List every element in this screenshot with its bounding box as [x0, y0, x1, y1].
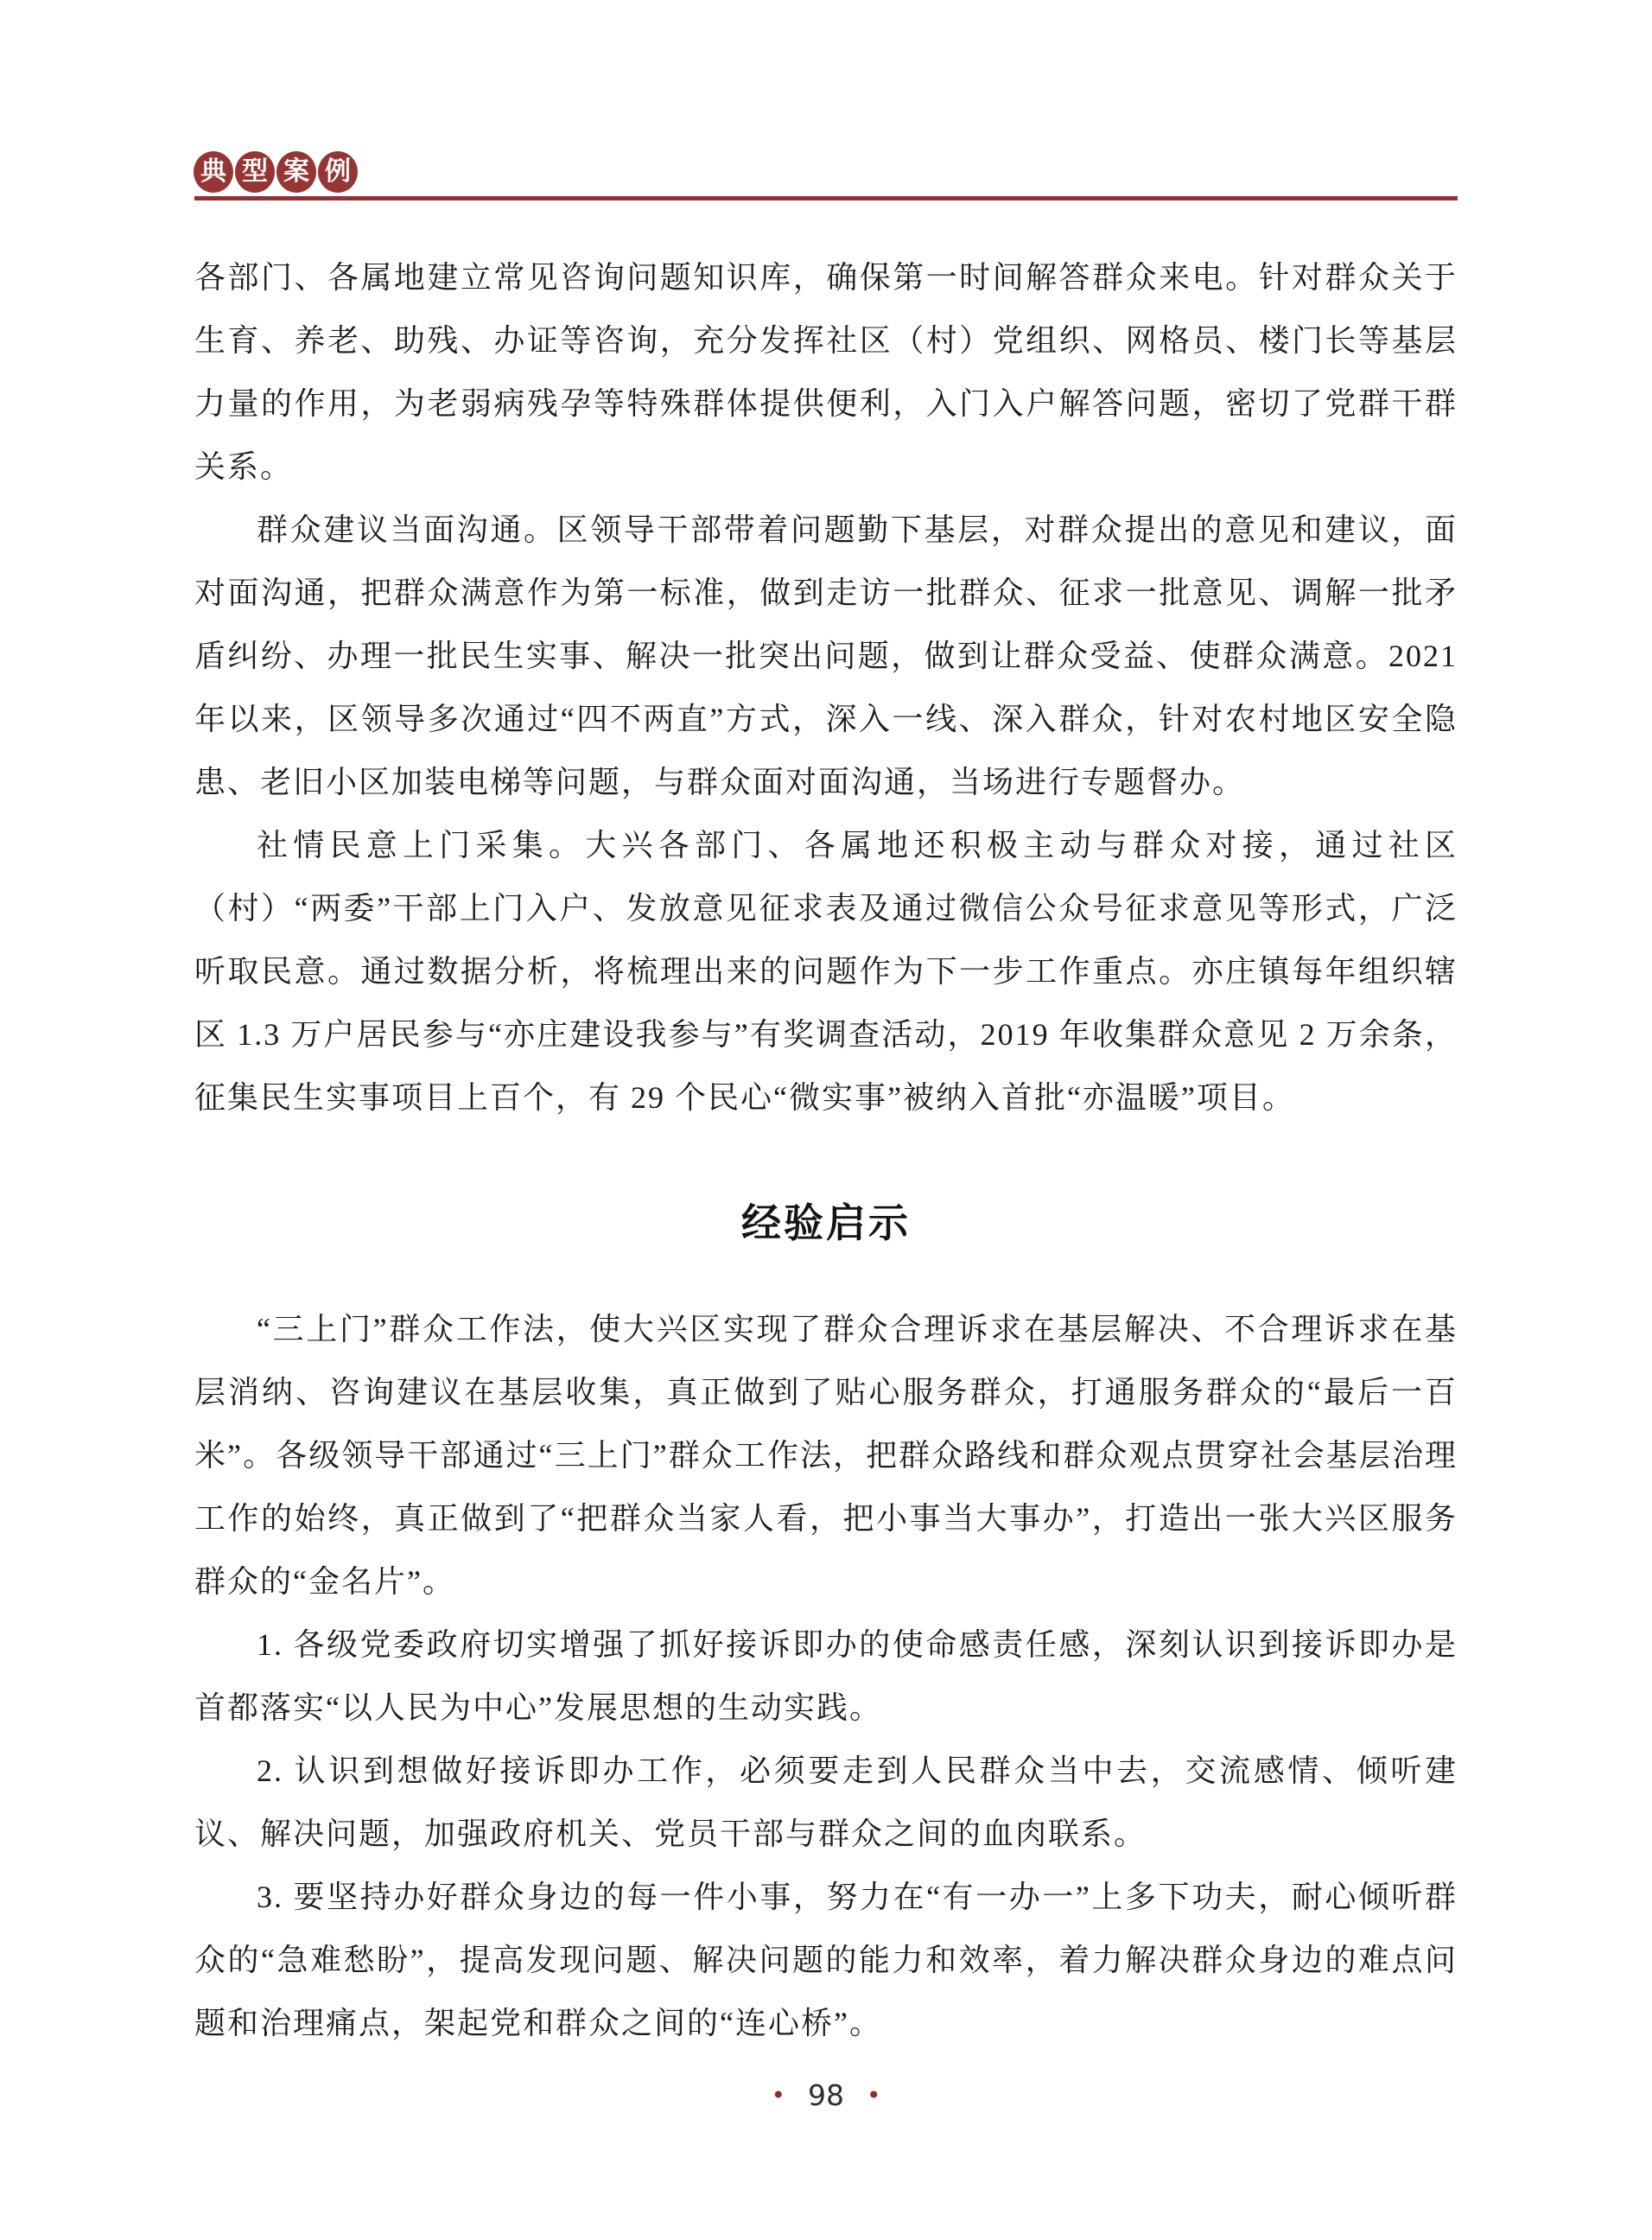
- section-paragraph: 1. 各级党委政府切实增强了抓好接诉即办的使命感责任感，深刻认识到接诉即办是首都落实“以人民为中心”发展思想的生动实践。: [194, 1627, 1458, 1725]
- page-number: 98: [808, 2078, 844, 2112]
- header-badge-char: 案: [276, 151, 316, 193]
- section-paragraph: 2. 认识到想做好接诉即办工作，必须要走到人民群众当中去，交流感情、倾听建议、解决问题，加强政府机关、党员干部与群众之间的血肉联系。: [194, 1753, 1458, 1851]
- body-paragraph: 各部门、各属地建立常见咨询问题知识库，确保第一时间解答群众来电。针对群众关于生育、养老、助残、办证等咨询，充分发挥社区（村）党组织、网格员、楼门长等基层力量的作用，为老弱病残孕等特殊群体提供便利，入门入户解答问题，密切了党群干群关系。: [194, 260, 1458, 484]
- section-paragraph: 3. 要坚持办好群众身边的每一件小事，努力在“有一办一”上多下功夫，耐心倾听群众的“急难愁盼”，提高发现问题、解决问题的能力和效率，着力解决群众身边的难点问题和治理痛点，架起党和群众之间的“连心桥”。: [194, 1880, 1458, 2040]
- body-paragraph: 群众建议当面沟通。区领导干部带着问题勤下基层，对群众提出的意见和建议，面对面沟通，把群众满意作为第一标准，做到走访一批群众、征求一批意见、调解一批矛盾纠纷、办理一批民生实事、解决一批突出问题，做到让群众受益、使群众满意。2021 年以来，区领导多次通过“四不两直”方式，深入一线、深入群众，针对农村地区安全隐患、老旧小区加装电梯等问题，与群众面对面沟通，当场进行专题督办。: [194, 512, 1458, 799]
- header-rule: [194, 196, 1458, 200]
- header-badge-char: 型: [235, 151, 275, 193]
- section-heading: 经验启示: [741, 1200, 911, 1245]
- header-badge-char: 典: [194, 151, 233, 193]
- footer-dot: •: [771, 2080, 785, 2110]
- header-badges: [194, 151, 358, 193]
- body-paragraph: 社情民意上门采集。大兴各部门、各属地还积极主动与群众对接，通过社区（村）“两委”干部上门入户、发放意见征求表及通过微信公众号征求意见等形式，广泛听取民意。通过数据分析，将梳理出来的问题作为下一步工作重点。亦庄镇每年组织辖区 1.3 万户居民参与“亦庄建设我参与”有奖调查活动，2019 年收集群众意见 2 万余条，征集民生实事项目上百个，有 29 个民心“微实事”被纳入首批“亦温暖”项目。: [194, 828, 1458, 1115]
- footer-dot: •: [867, 2080, 881, 2110]
- page-footer: [0, 2078, 1652, 2112]
- header-badge-char: 例: [318, 151, 358, 193]
- section-paragraph: “三上门”群众工作法，使大兴区实现了群众合理诉求在基层解决、不合理诉求在基层消纳、咨询建议在基层收集，真正做到了贴心服务群众，打通服务群众的“最后一百米”。各级领导干部通过“三上门”群众工作法，把群众路线和群众观点贯穿社会基层治理工作的始终，真正做到了“把群众当家人看，把小事当大事办”，打造出一张大兴区服务群众的“金名片”。: [194, 1312, 1458, 1599]
- page-body: [194, 246, 1458, 2055]
